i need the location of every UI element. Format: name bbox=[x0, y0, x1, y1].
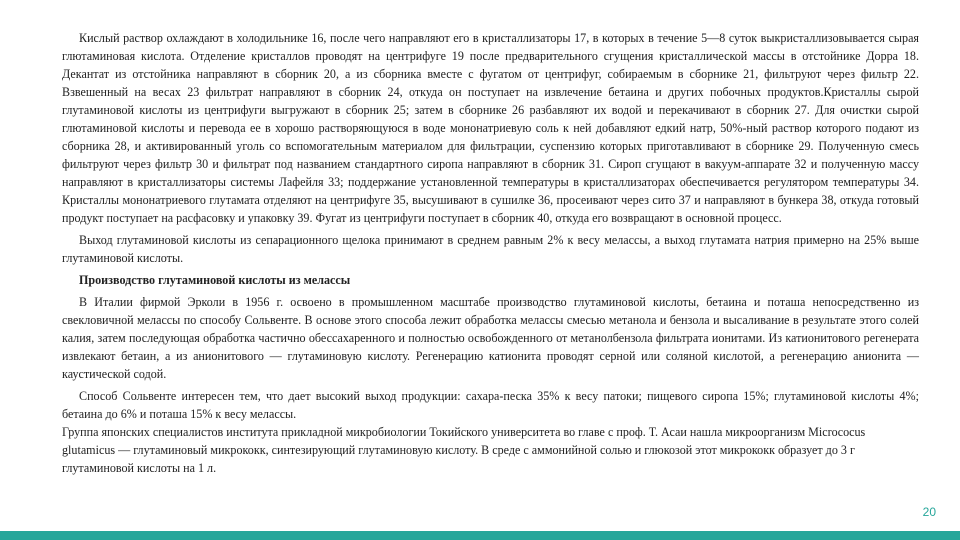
paragraph-japanese-research: Группа японских специалистов института прикладной микробиологии Токийского университета во главе с проф. Т. Асаи нашла микроорганизм Micrococus glutamicus — глутаминовый микрококк, синтезирующий глутаминовую кислоту. В среде с аммонийной солью и глюкозой этот микрококк образует до 3 г глутаминовой кислоты на 1 л. bbox=[62, 425, 866, 475]
page-number: 20 bbox=[922, 505, 936, 519]
section-heading: Производство глутаминовой кислоты из мелассы bbox=[79, 273, 351, 287]
bottom-accent-bar bbox=[0, 531, 960, 540]
document-body bbox=[62, 29, 919, 477]
paragraph-yield: Выход глутаминовой кислоты из сепарационного щелока принимают в среднем равным 2% к весу мелассы, а выход глутамата натрия примерно на 25% выше глутаминовой кислоты. bbox=[62, 233, 919, 265]
paragraph-solvente-yield: Способ Сольвенте интересен тем, что дает высокий выход продукции: сахара-песка 35% к весу патоки; пищевого сиропа 15%; глутаминовой кислоты 4%; бетаина до 6% и поташа 15% к весу мелассы. bbox=[62, 389, 919, 421]
paragraph-italy-method: В Италии фирмой Эрколи в 1956 г. освоено в промышленном масштабе производство глутаминовой кислоты, бетаина и поташа непосредственно из свекловичной мелассы по способу Сольвенте. В основе этого способа лежит обработка мелассы смесью метанола и бензола и высаливание в результате этого солей калия, затем последующая обработка частично обессахаренного и полностью освобожденного от метанолбензола фильтрата ионитами. Из катионитового регенерата извлекают бетаин, а из анионитового — глутаминовую кислоту. Регенерацию катионита проводят серной или соляной кислотой, а регенерацию анионита — каустической содой. bbox=[62, 295, 919, 381]
paragraph-production-process: Кислый раствор охлаждают в холодильнике 16, после чего направляют его в кристаллизаторы 17, в которых в течение 5—8 суток выкристаллизовывается сырая глютаминовая кислота. Отделение кристаллов проводят на центрифуге 19 после предварительного сгущения кристаллической массы в отстойнике Дорра 18. Декантат из отстойника направляют в сборник 20, а из сборника вместе с фугатом от центрифуг, собираемым в сборнике 21, фильтруют через фильтр 22. Взвешенный на весах 23 фильтрат направляют в сборник 24, откуда он поступает на извлечение бетаина и других побочных продуктов.Кристаллы сырой глутаминовой кислоты из центрифуги выгружают в сборник 25; затем в сборнике 26 разбавляют их водой и перекачивают в сборник 27. Для очистки сырой глютаминовой кислоты и перевода ее в хорошо растворяющуюся в воде мононатриевую соль к ней добавляют едкий натр, 50%-ный раствор которого подают из сборника 28, и активированный уголь со вспомогательным материалом для фильтрации, суспензию которых приготавливают в сборнике 29. Полученную смесь фильтруют через фильтр 30 и фильтрат под названием стандартного сиропа направляют в сборник 31. Сироп сгущают в вакуум-аппарате 32 и полученную массу направляют в кристаллизаторы системы Лафейля 33; поддержание установленной температуры в кристаллизаторах обеспечивается регулятором температуры 34. Кристаллы мононатриевого глутамата отделяют на центрифуге 35, высушивают в сушилке 36, просеивают через сито 37 и направляют в бункера 38, откуда готовый продукт поступает на расфасовку и упаковку 39. Фугат из центрифуги поступает в сборник 40, откуда его возвращают в основной процесс. bbox=[62, 31, 919, 225]
